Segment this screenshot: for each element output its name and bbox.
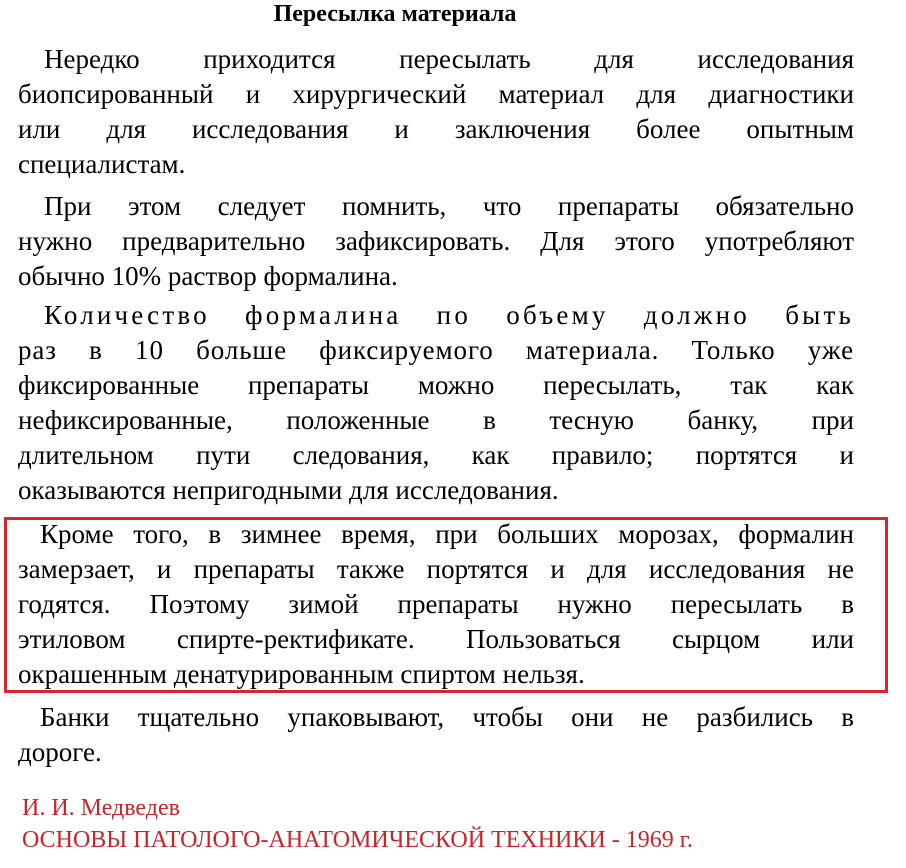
paragraph-line: замерзает, и препараты также портятся и для исследования не — [18, 554, 854, 584]
paragraph-line: дороге. — [18, 737, 102, 767]
paragraph-line: длительном пути следования, как правило; портятся и — [18, 440, 854, 470]
source-author: И. И. Медведев — [22, 795, 180, 821]
paragraph-5 — [18, 700, 854, 770]
paragraph-line: фиксированные препараты можно пересылать, так как — [18, 370, 854, 400]
paragraph-line: или для исследования и заключения более опытным — [18, 114, 854, 144]
paragraph-line: нефиксированные, положенные в тесную банку, при — [18, 405, 854, 435]
paragraph-4-highlighted — [18, 517, 854, 692]
paragraph-line: годятся. Поэтому зимой препараты нужно пересылать в — [18, 589, 854, 619]
paragraph-line: раз в 10 больше фиксируемого материала. Только уже — [18, 335, 854, 365]
paragraph-line: специалистам. — [18, 149, 186, 179]
paragraph-line: оказываются непригодными для исследования. — [18, 475, 559, 505]
paragraph-1 — [18, 42, 854, 182]
document-title: Пересылка материала — [273, 1, 517, 27]
paragraph-line: нужно предварительно зафиксировать. Для этого употребляют — [18, 226, 854, 256]
paragraph-line: этиловом спирте-ректификате. Пользоваться сырцом или — [18, 624, 854, 654]
paragraph-line: биопсированный и хирургический материал для диагностики — [18, 79, 854, 109]
paragraph-line: Банки тщательно упаковывают, чтобы они не разбились в — [40, 702, 854, 732]
paragraph-3 — [18, 298, 854, 508]
paragraph-line: окрашенным денатурированным спиртом нельзя. — [18, 659, 585, 689]
paragraph-2 — [18, 189, 854, 294]
paragraph-line: Нередко приходится пересылать для исследования — [44, 44, 854, 74]
paragraph-line: Количество формалина по объему должно быть — [44, 300, 854, 330]
source-book-title: ОСНОВЫ ПАТОЛОГО-АНАТОМИЧЕСКОЙ ТЕХНИКИ - 1969 г. — [22, 827, 693, 853]
paragraph-line: обычно 10% раствор формалина. — [18, 261, 398, 291]
paragraph-line: Кроме того, в зимнее время, при больших морозах, формалин — [40, 519, 854, 549]
paragraph-line: При этом следует помнить, что препараты обязательно — [44, 191, 854, 221]
